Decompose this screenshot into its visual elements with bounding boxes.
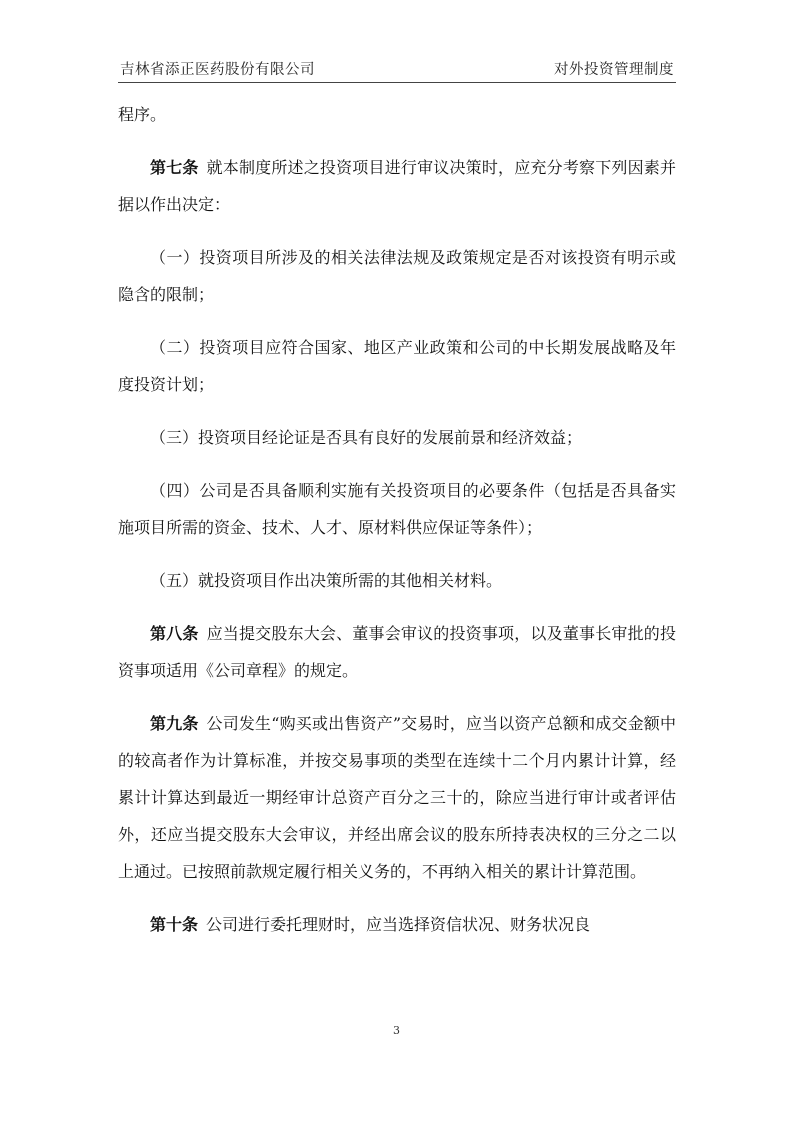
- article-7: [118, 149, 676, 223]
- list-item-3: [118, 419, 676, 456]
- article-10: [118, 906, 676, 943]
- list-item-4: [118, 472, 676, 546]
- article-9: [118, 705, 676, 890]
- paragraph-text: 就本制度所述之投资项目进行审议决策时，应充分考察下列因素并据以作出决定：: [118, 158, 676, 214]
- paragraph-text: 公司发生“购买或出售资产”交易时，应当以资产总额和成交金额中的较高者作为计算标准，并按交易事项的类型在连续十二个月内累计计算，经累计计算达到最近一期经审计总资产百分之三十的，除应当进行审计或者评估外，还应当提交股东大会审议，并经出席会议的股东所持表决权的三分之二以上通过。已按照前款规定履行相关义务的，不再纳入相关的累计计算范围。: [118, 714, 676, 881]
- paragraph-text: （四）公司是否具备顺利实施有关投资项目的必要条件（包括是否具备实施项目所需的资金、技术、人才、原材料供应保证等条件）；: [118, 481, 676, 537]
- header-company-name: 吉林省添正医药股份有限公司: [120, 62, 315, 78]
- paragraph-text: 公司进行委托理财时，应当选择资信状况、财务状况良: [206, 915, 591, 934]
- list-item-5: [118, 562, 676, 599]
- paragraph-text: 程序。: [118, 105, 167, 124]
- document-body: [118, 96, 676, 959]
- article-heading: 第九条: [150, 714, 199, 733]
- list-item-1: [118, 239, 676, 313]
- paragraph-text: （三）投资项目经论证是否具有良好的发展前景和经济效益；: [150, 428, 583, 447]
- article-heading: 第十条: [150, 915, 199, 934]
- paragraph-text: 应当提交股东大会、董事会审议的投资事项，以及董事长审批的投资事项适用《公司章程》的规定。: [118, 624, 676, 680]
- page-number: 3: [393, 1024, 400, 1037]
- paragraph-continuation: [118, 96, 676, 133]
- paragraph-text: （二）投资项目应符合国家、地区产业政策和公司的中长期发展战略及年度投资计划；: [118, 338, 676, 394]
- header-document-title: 对外投资管理制度: [554, 62, 674, 78]
- paragraph-text: （一）投资项目所涉及的相关法律法规及政策规定是否对该投资有明示或隐含的限制；: [118, 248, 676, 304]
- page-header: [118, 56, 676, 83]
- article-heading: 第八条: [150, 624, 199, 643]
- article-heading: 第七条: [150, 158, 199, 177]
- article-8: [118, 615, 676, 689]
- list-item-2: [118, 329, 676, 403]
- paragraph-text: （五）就投资项目作出决策所需的其他相关材料。: [150, 571, 503, 590]
